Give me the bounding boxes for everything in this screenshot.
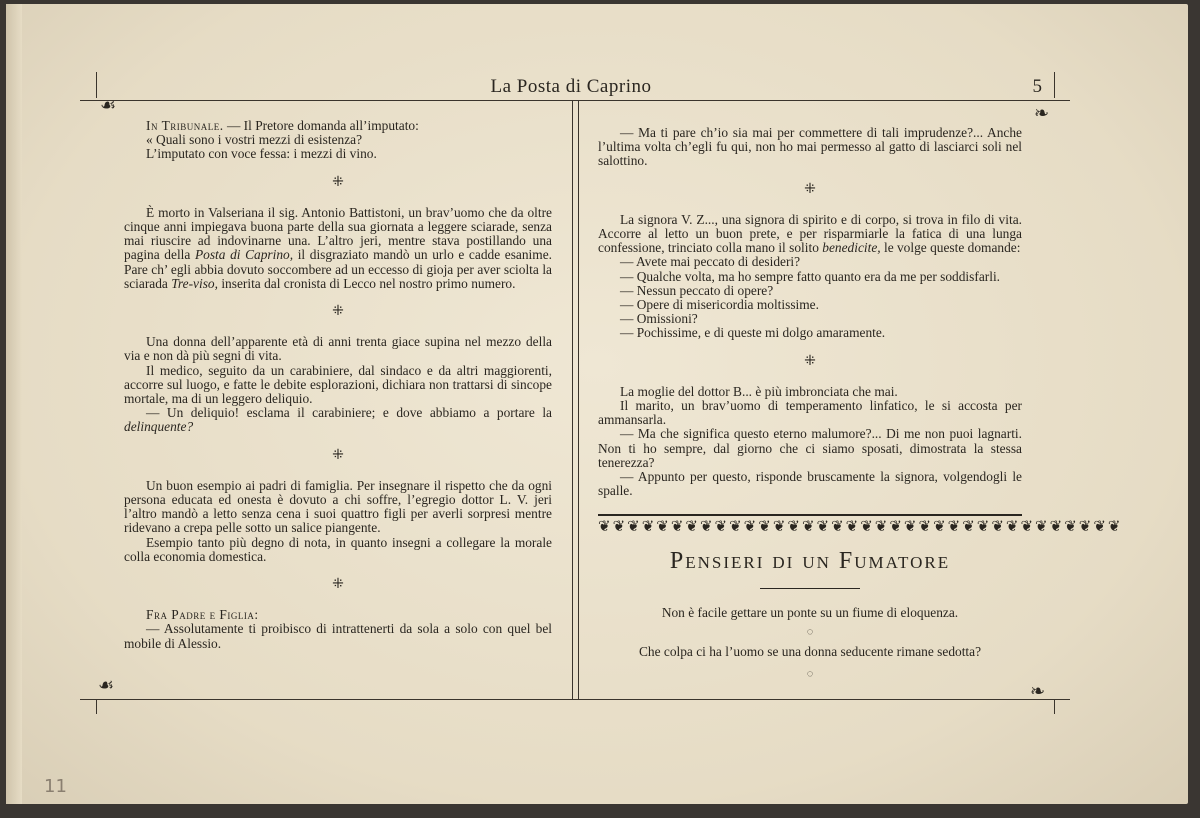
column-divider bbox=[578, 100, 579, 700]
page-header bbox=[88, 74, 1054, 100]
frame-tick bbox=[96, 72, 97, 98]
separator-star-icon: ⁜ bbox=[332, 304, 344, 320]
paragraph: Una donna dell’apparente età di anni trenta giace supina nel mezzo della via e non dà più segni di vita. bbox=[124, 334, 552, 364]
paragraph: — Ma che significa questo eterno malumore?... Di me non puoi lagnarti. Non ti ho sempre, dal giorno che ci siamo sposati, dimostrata la stessa tenerezza? bbox=[598, 426, 1022, 470]
separator-star-icon: ⁜ bbox=[332, 577, 344, 593]
corner-ornament-icon: ☙ bbox=[100, 95, 117, 115]
frame-tick bbox=[96, 700, 97, 714]
paragraph: La moglie del dottor B... è più imbronciata che mai. bbox=[620, 383, 898, 399]
title-swash bbox=[760, 588, 860, 589]
column-divider bbox=[572, 100, 573, 700]
frame-tick bbox=[1054, 700, 1055, 714]
separator-star-icon: ⁜ bbox=[804, 181, 816, 197]
decorative-border bbox=[598, 514, 1123, 536]
paragraph: — Appunto per questo, risponde bruscamente la signora, volgendogli le spalle. bbox=[598, 469, 1022, 499]
page-number: 5 bbox=[1032, 76, 1042, 97]
paragraph: — Un deliquio! esclama il carabiniere; e dove abbiamo a portare la delinquente? bbox=[124, 405, 552, 435]
paragraph: — Ma ti pare ch’io sia mai per commettere di tali imprudenze?... Anche l’ultima volta ch’egli fu qui, non ho mai permesso al gatto di lasciarci soli nel salottino. bbox=[598, 125, 1022, 169]
right-column: — Ma ti pare ch’io sia mai per commettere di tali imprudenze?... Anche l’ultima volta ch’egli fu qui, non ho mai permesso al gatto di lasciarci soli nel salottino. ⁜ La signora V. Z..., una signora di spirito e di corpo, si trova in filo di vita. Accorre al letto un buon prete, e per risparmiarle la fatica di una lunga confessione, trinciato colla mano il solito benedicite, le volge queste domande: — Avete mai peccato di desideri? — Qualche volta, ma ho sempre fatto quanto era da me per soddisfarli. — Nessun peccato di opere? — Opere di misericordia moltissime. — Omissioni? — Pochissime, e di queste mi dolgo amaramente. ⁜ La moglie del dottor B... è più imbronciata che mai. Il marito, un brav’uomo di temperamento linfatico, le si accosta per ammansarla. — Ma che significa questo eterno malumore?... Di me non puoi lagnarti. Non ti ho sempre, dal giorno che ci siamo sposati, dimostrata la stessa tenerezza? — Appunto per questo, risponde bruscamente la signora, volgendogli le spalle. bbox=[598, 125, 1022, 499]
frame-bottom-rule bbox=[80, 699, 1070, 700]
frame-top-rule bbox=[80, 100, 1070, 101]
separator-star-icon: ⁜ bbox=[332, 174, 344, 190]
paragraph: La signora V. Z..., una signora di spirito e di corpo, si trova in filo di vita. Accorre al letto un buon prete, e per risparmiarle la fatica di una lunga confessione, trinciato colla mano il solito benedicite, le volge queste domande: bbox=[598, 211, 1022, 256]
paragraph: — Assolutamente ti proibisco di intrattenerti da sola a solo con quel bel mobile di Alessio. bbox=[124, 621, 552, 651]
running-title: La Posta di Caprino bbox=[490, 76, 652, 97]
section-title: Pensieri di un Fumatore bbox=[669, 548, 951, 574]
thought-line: Che colpa ci ha l’uomo se una donna seducente rimane sedotta? bbox=[638, 644, 982, 659]
corner-ornament-icon: ❧ bbox=[1034, 103, 1050, 123]
page-gutter bbox=[6, 4, 22, 804]
paragraph: Il medico, seguito da un carabiniere, dal sindaco e da altri maggiorenti, accorre sul luogo, e fatte le debite esplorazioni, dichiara non trattarsi di sincope mortale, ma di un leggero deliquio. bbox=[124, 362, 552, 407]
left-column: In Tribunale. — Il Pretore domanda all’imputato: « Quali sono i vostri mezzi di esistenza? L’imputato con voce fessa: i mezzi di vino. ⁜ È morto in Valseriana il sig. Antonio Battistoni, un brav’uomo che da oltre cinque anni impiegava buona parte della sua giornata a leggere sciarade, senza mai riuscire ad indovinarne una. L’altro jeri, mentre stava postillando una pagina della Posta di Caprino, il disgraziato mandò un urlo e cadde esanime. Pare ch’ egli abbia dovuto soccombere ad un eccesso di gioja per aver sciolta la sciarada Tre-viso, inserita dal cronista di Lecco nel nostro primo numero. ⁜ Una donna dell’apparente età di anni trenta giace supina nel mezzo della via e non dà più segni di vita. Il medico, seguito da un carabiniere, dal sindaco e da altri maggiorenti, accorre sul luogo, e fatte le debite esplorazioni, dichiara non trattarsi di sincope mortale, ma di un leggero deliquio. — Un deliquio! esclama il carabiniere; e dove abbiamo a portare la delinquente? ⁜ Un buon esempio ai padri di famiglia. Per insegnare il rispetto che da ogni persona educata ed onesta è dovuto a chi soffre, l’egregio dottor L. V. jeri l’altro mandò a letto senza cena i suoi quattro figli per averli sorpresi mentre ridevano a crepa pelle sotto un salice piangente. Esempio tanto più degno di nota, in quanto insegni a collegare la morale colla economia domestica. ⁜ Fra Padre e Figlia: — Assolutamente ti proibisco di intrattenerti da sola a solo con quel bel mobile di Alessio. bbox=[124, 118, 552, 651]
paragraph: Esempio tanto più degno di nota, in quanto insegni a collegare la morale colla economia domestica. bbox=[124, 534, 552, 564]
paragraph: Il marito, un brav’uomo di temperamento linfatico, le si accosta per ammansarla. bbox=[598, 398, 1022, 428]
mini-ornament-icon: ◌ bbox=[806, 626, 814, 638]
corner-ornament-icon: ☙ bbox=[98, 675, 115, 695]
margin-pencil-note: 11 bbox=[44, 776, 67, 797]
paragraph: È morto in Valseriana il sig. Antonio Battistoni, un brav’uomo che da oltre cinque anni impiegava buona parte della sua giornata a leggere sciarade, senza mai riuscire ad indovinarne una. L’altro jeri, mentre stava postillando una pagina della Posta di Caprino, il disgraziato mandò un urlo e cadde esanime. Pare ch’ egli abbia dovuto soccombere ad un eccesso di gioja per aver sciolta la sciarada Tre-viso, inserita dal cronista di Lecco nel nostro primo numero. bbox=[124, 204, 552, 291]
mini-ornament-icon: ◌ bbox=[806, 668, 814, 680]
fleuron-border-icon: ❦❦❦❦❦❦❦❦❦❦❦❦❦❦❦❦❦❦❦❦❦❦❦❦❦❦❦❦❦❦❦❦❦❦❦❦ bbox=[598, 519, 1123, 535]
separator-star-icon: ⁜ bbox=[332, 447, 344, 463]
section-head: In Tribunale. bbox=[146, 118, 224, 133]
frame-tick bbox=[1054, 72, 1055, 98]
separator-star-icon: ⁜ bbox=[804, 353, 816, 369]
thought-line: Non è facile gettare un ponte su un fiume di eloquenza. bbox=[661, 605, 959, 620]
section-head: Fra Padre e Figlia: bbox=[146, 607, 259, 623]
paragraph: Un buon esempio ai padri di famiglia. Per insegnare il rispetto che da ogni persona educata ed onesta è dovuto a chi soffre, l’egregio dottor L. V. jeri l’altro mandò a letto senza cena i suoi quattro figli per averli sorpresi mentre ridevano a crepa pelle sotto un salice piangente. bbox=[124, 477, 552, 536]
corner-ornament-icon: ❧ bbox=[1030, 681, 1046, 701]
